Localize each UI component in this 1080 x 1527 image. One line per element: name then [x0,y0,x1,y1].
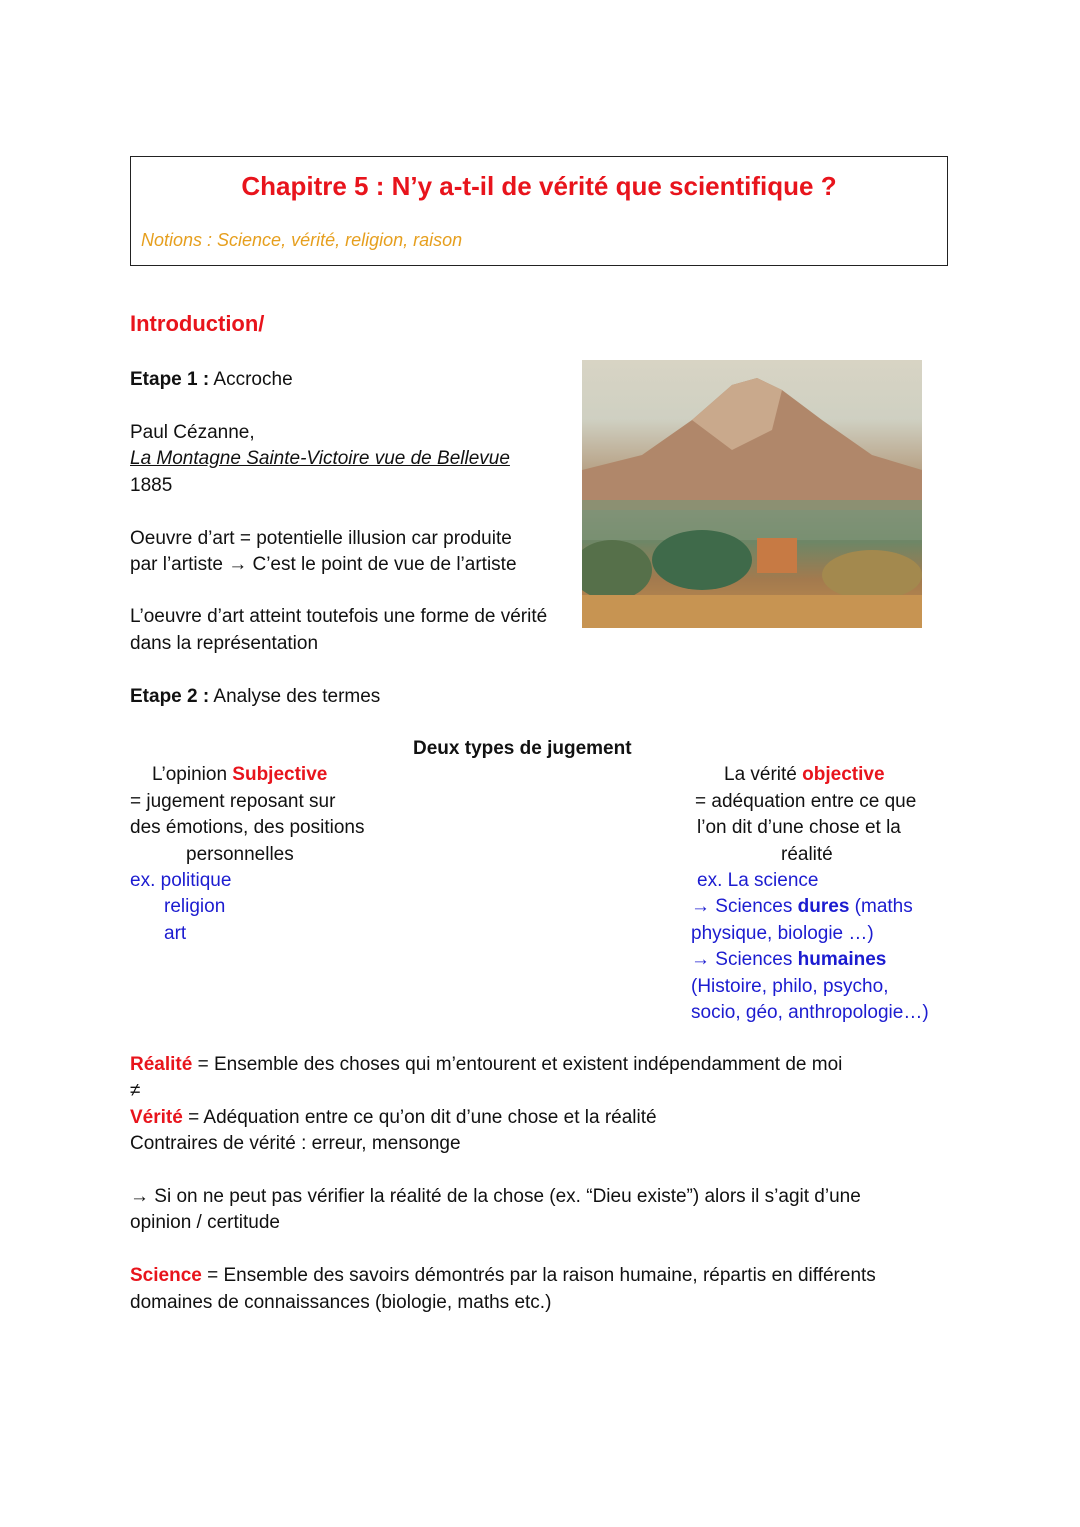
etape-text: Accroche [209,369,293,390]
term: Science [130,1265,202,1286]
verite-key: objective [802,764,885,785]
text-line: par l’artiste → C’est le point de vue de l’artiste [130,554,517,575]
text-part: (maths [849,896,913,917]
text-line: = adéquation entre ce que [695,791,917,812]
text-part: → Sciences [691,896,798,917]
science-def [130,1264,876,1288]
etape-text: Analyse des termes [209,686,381,707]
mountain-painting [582,360,922,628]
chapter-title: Chapitre 5 : N’y a-t-il de vérité que scientifique ? [241,171,837,201]
text-line: = jugement reposant sur [130,791,336,812]
artwork-year: 1885 [130,475,173,496]
text-line: dans la représentation [130,633,319,654]
text-line: Oeuvre d’art = potentielle illusion car produite [130,528,512,549]
realite-def [130,1053,842,1077]
term: Réalité [130,1054,193,1075]
opinion-heading [152,763,327,787]
text-line: L’oeuvre d’art atteint toutefois une forme de vérité [130,606,548,627]
chapter-header-box [130,156,948,266]
artwork-title: La Montagne Sainte-Victoire vue de Bellevue [130,448,510,469]
etape-label: Etape 2 : [130,686,210,707]
text-line: → Si on ne peut pas vérifier la réalité de la chose (ex. “Dieu existe”) alors il s’agit d’une [130,1186,861,1207]
definition: = Ensemble des choses qui m’entourent et existent indépendamment de moi [192,1054,843,1075]
etape-label: Etape 1 : [130,369,210,390]
text-line: l’on dit d’une chose et la [697,817,901,838]
sciences-dures [691,895,913,919]
example-line: ex. politique [130,870,232,891]
text-line: réalité [781,844,833,865]
text-line: personnelles [186,844,294,865]
artist: Paul Cézanne, [130,422,255,443]
example-line: socio, géo, anthropologie…) [691,1002,929,1023]
etape-2 [130,685,380,709]
notions: Notions : Science, vérité, religion, raison [141,230,463,250]
jugement-title: Deux types de jugement [413,738,632,759]
example-line: art [164,923,187,944]
sciences-humaines [691,948,886,972]
text-key: dures [797,896,850,917]
etape-1 [130,368,293,392]
verite-def [130,1106,657,1130]
text-part: → Sciences [691,949,798,970]
introduction-heading: Introduction/ [130,311,265,336]
not-equal-sign: ≠ [130,1080,141,1101]
text-line: des émotions, des positions [130,817,365,838]
example-line: religion [164,896,226,917]
term: Vérité [130,1107,183,1128]
opinion-pre: L’opinion [152,764,233,785]
text-line: domaines de connaissances (biologie, maths etc.) [130,1292,552,1313]
example-line: (Histoire, philo, psycho, [691,976,889,997]
definition: = Adéquation entre ce qu’on dit d’une chose et la réalité [182,1107,657,1128]
text-line: opinion / certitude [130,1212,280,1233]
definition: = Ensemble des savoirs démontrés par la raison humaine, répartis en différents [201,1265,876,1286]
text-key: humaines [797,949,887,970]
painting-image [582,360,922,628]
opinion-key: Subjective [232,764,328,785]
verite-pre: La vérité [724,764,803,785]
contraires: Contraires de vérité : erreur, mensonge [130,1133,461,1154]
example-line: ex. La science [697,870,819,891]
verite-heading [724,763,885,787]
example-line: physique, biologie …) [691,923,874,944]
